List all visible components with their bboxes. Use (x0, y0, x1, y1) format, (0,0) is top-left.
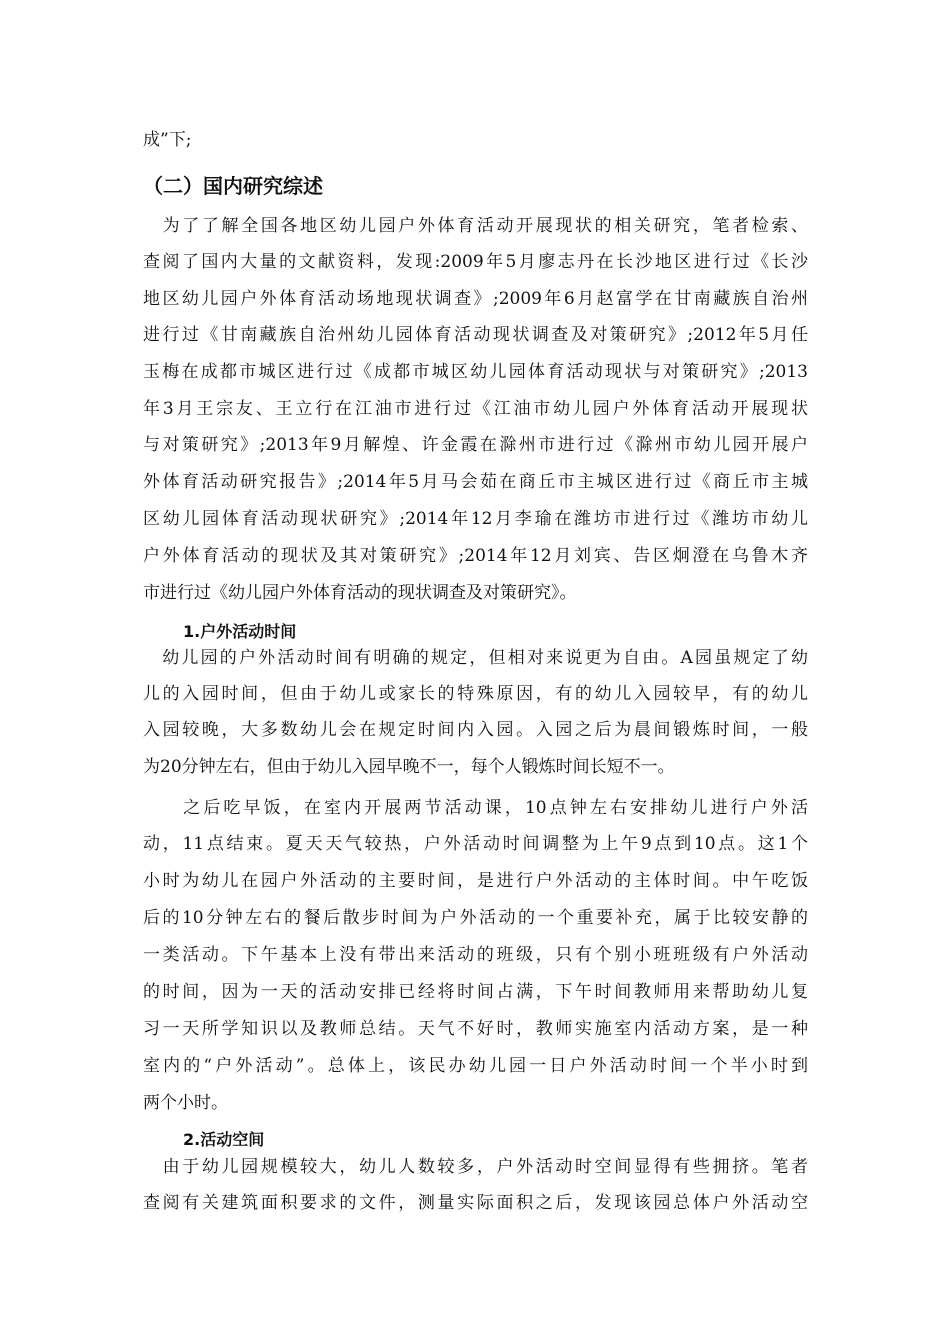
paragraph-line: 为20分钟左右，但由于幼儿入园早晚不一，每个人锻炼时间长短不一。 (143, 757, 675, 777)
paragraph-line: 后的10分钟左右的餐后散步时间为户外活动的一个重要补充，属于比较安静的 (143, 908, 808, 928)
paragraph-line: 的时间，因为一天的活动安排已经将时间占满，下午时间教师用来帮助幼儿复 (143, 982, 808, 1002)
paragraph-line: 年3月王宗友、王立行在江油市进行过《江油市幼儿园户外体育活动开展现状 (143, 399, 808, 419)
paragraph-line: 动，11点结束。夏天天气较热，户外活动时间调整为上午9点到10点。这1个 (143, 834, 808, 854)
paragraph-line: 外体育活动研究报告》;2014年5月马会茹在商丘市主城区进行过《商丘市主城 (143, 472, 808, 492)
paragraph-line: 一类活动。下午基本上没有带出来活动的班级，只有个别小班班级有户外活动 (143, 945, 808, 965)
section-heading: （二）国内研究综述 (143, 174, 323, 198)
paragraph-line: 与对策研究》;2013年9月解煌、许金霞在滁州市进行过《滁州市幼儿园开展户 (143, 435, 808, 455)
paragraph-line: 查阅了国内大量的文献资料，发现:2009年5月廖志丹在长沙地区进行过《长沙 (143, 252, 808, 272)
paragraph-line: 市进行过《幼儿园户外体育活动的现状调查及对策研究》。 (143, 583, 577, 603)
paragraph-line: 为了了解全国各地区幼儿园户外体育活动开展现状的相关研究，笔者检索、 (143, 216, 808, 236)
paragraph-line: 由于幼儿园规模较大，幼儿人数较多，户外活动时空间显得有些拥挤。笔者 (143, 1157, 808, 1177)
paragraph-line: 玉梅在成都市城区进行过《成都市城区幼儿园体育活动现状与对策研究》;2013 (143, 362, 808, 382)
paragraph-line: 户外体育活动的现状及其对策研究》;2014年12月刘宾、告区炯澄在乌鲁木齐 (143, 546, 808, 566)
paragraph-line: 区幼儿园体育活动现状研究》;2014年12月李瑜在潍坊市进行过《潍坊市幼儿 (143, 509, 808, 529)
paragraph-line: 地区幼儿园户外体育活动场地现状调查》;2009年6月赵富学在甘南藏族自治州 (143, 289, 808, 309)
subheading-activity-time: 1.户外活动时间 (183, 622, 297, 641)
paragraph-line: 习一天所学知识以及教师总结。天气不好时，教师实施室内活动方案，是一种 (143, 1019, 808, 1039)
paragraph-line: 小时为幼儿在园户外活动的主要时间，是进行户外活动的主体时间。中午吃饭 (143, 871, 808, 891)
paragraph-line: 之后吃早饭，在室内开展两节活动课，10点钟左右安排幼儿进行户外活 (143, 798, 808, 818)
paragraph-line: 两个小时。 (143, 1093, 228, 1113)
paragraph-line: 儿的入园时间，但由于幼儿或家长的特殊原因，有的幼儿入园较早，有的幼儿 (143, 684, 808, 704)
paragraph-line: 室内的“户外活动”。总体上，该民办幼儿园一日户外活动时间一个半小时到 (143, 1056, 808, 1076)
paragraph-line: 幼儿园的户外活动时间有明确的规定，但相对来说更为自由。A园虽规定了幼 (143, 648, 808, 668)
paragraph-line: 查阅有关建筑面积要求的文件，测量实际面积之后，发现该园总体户外活动空 (143, 1193, 808, 1213)
fragment-line: 成”下; (143, 130, 192, 150)
paragraph-line: 入园较晚，大多数幼儿会在规定时间内入园。入园之后为晨间锻炼时间，一般 (143, 720, 808, 740)
paragraph-line: 进行过《甘南藏族自治州幼儿园体育活动现状调查及对策研究》;2012年5月任 (143, 325, 808, 345)
subheading-activity-space: 2.活动空间 (183, 1130, 265, 1149)
